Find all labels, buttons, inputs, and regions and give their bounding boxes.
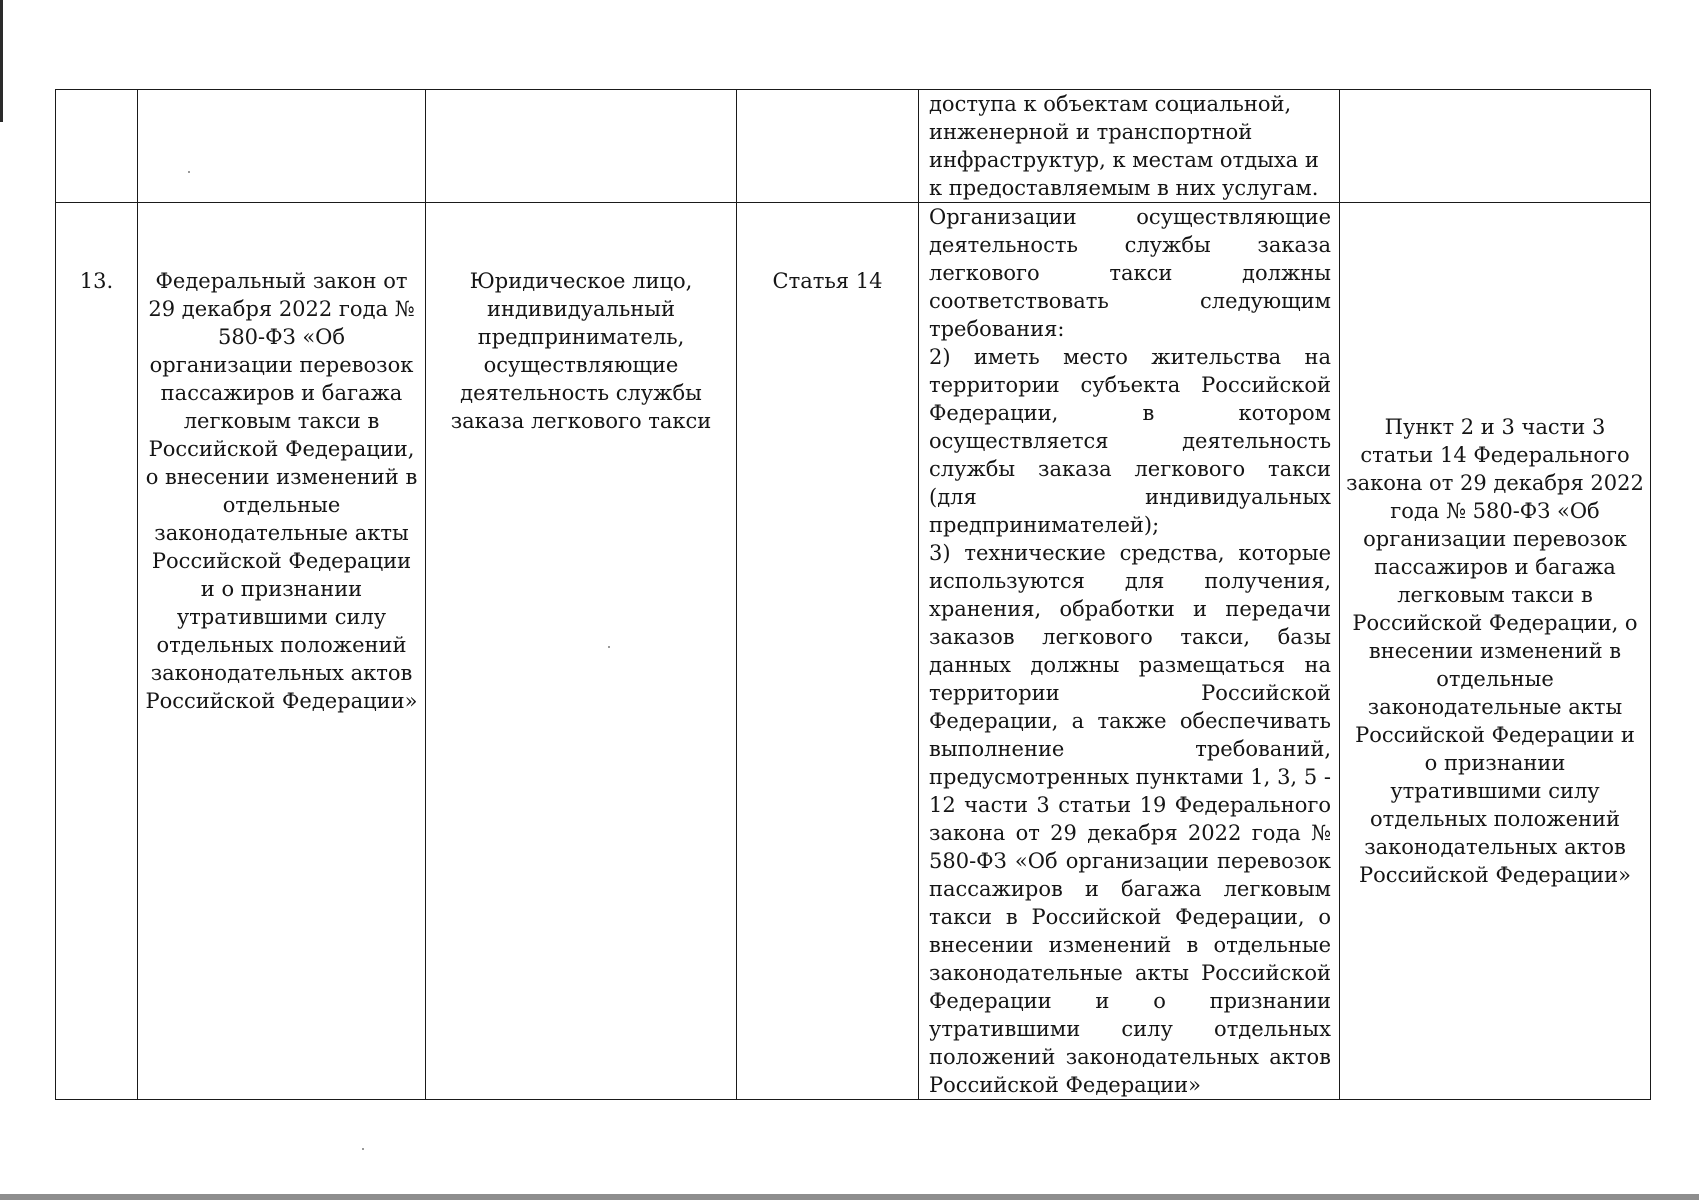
scan-speck [188,171,190,173]
scan-speck [608,646,610,648]
cell-requirements-continuation: доступа к объектам социальной, инженерной и транспортной инфраструктур, к местам отдыха и к предоставляемым в них услугам. [919,90,1340,203]
legal-basis-reference: Пункт 2 и 3 части 3 статьи 14 Федерального закона от 29 декабря 2022 года № 580-ФЗ «Об организации перевозок пассажиров и багажа легковым такси в Российской Федерации, о внесении изменений в отдельные законодательные акты Российской Федерации и о признании утратившими силу отдельных положений законодательных актов Российской Федерации» [1340,203,1651,1100]
requirements-text [919,203,1340,1100]
cell-article-empty [737,90,919,203]
scan-bottom-bar [0,1194,1699,1200]
row-number: 13. [56,203,138,1100]
cell-subjects-empty [426,90,737,203]
requirement-item-2: 2) иметь место жительства на территории субъекта Российской Федерации, в котором осуществляется деятельность службы заказа легкового такси (для индивидуальных предпринимателей); [929,345,1331,537]
law-title: Федеральный закон от 29 декабря 2022 года № 580-ФЗ «Об организации перевозок пассажиров и багажа легковым такси в Российской Федерации, о внесении изменений в отдельные законодательные акты Российской Федерации и о признании утратившими силу отдельных положений законодательных актов Российской Федерации» [138,203,426,1100]
cell-number-empty [56,90,138,203]
table-row-13 [56,203,1651,1100]
table-row-continuation [56,90,1651,203]
requirements-intro: Организации осуществляющие деятельность службы заказа легкового такси должны соответствовать следующим требования: [929,205,1331,341]
cell-reference-empty [1340,90,1651,203]
requirement-item-3: 3) технические средства, которые используются для получения, хранения, обработки и передачи заказов легкового такси, базы данных должны размещаться на территории Российской Федерации, а также обеспечивать выполнение требований, предусмотренных пунктами 1, 3, 5 - 12 части 3 статьи 19 Федерального закона от 29 декабря 2022 года № 580-ФЗ «Об организации перевозок пассажиров и багажа легковым такси в Российской Федерации, о внесении изменений в отдельные законодательные акты Российской Федерации и о признании утратившими силу отдельных положений законодательных актов Российской Федерации» [929,541,1331,1097]
scan-speck [362,1148,364,1150]
article-reference: Статья 14 [737,203,919,1100]
requirements-table [55,89,1651,1100]
obligated-subjects: Юридическое лицо, индивидуальный предприниматель, осуществляющие деятельность службы заказа легкового такси [426,203,737,1100]
cell-law-empty [138,90,426,203]
scan-left-edge [0,0,3,122]
